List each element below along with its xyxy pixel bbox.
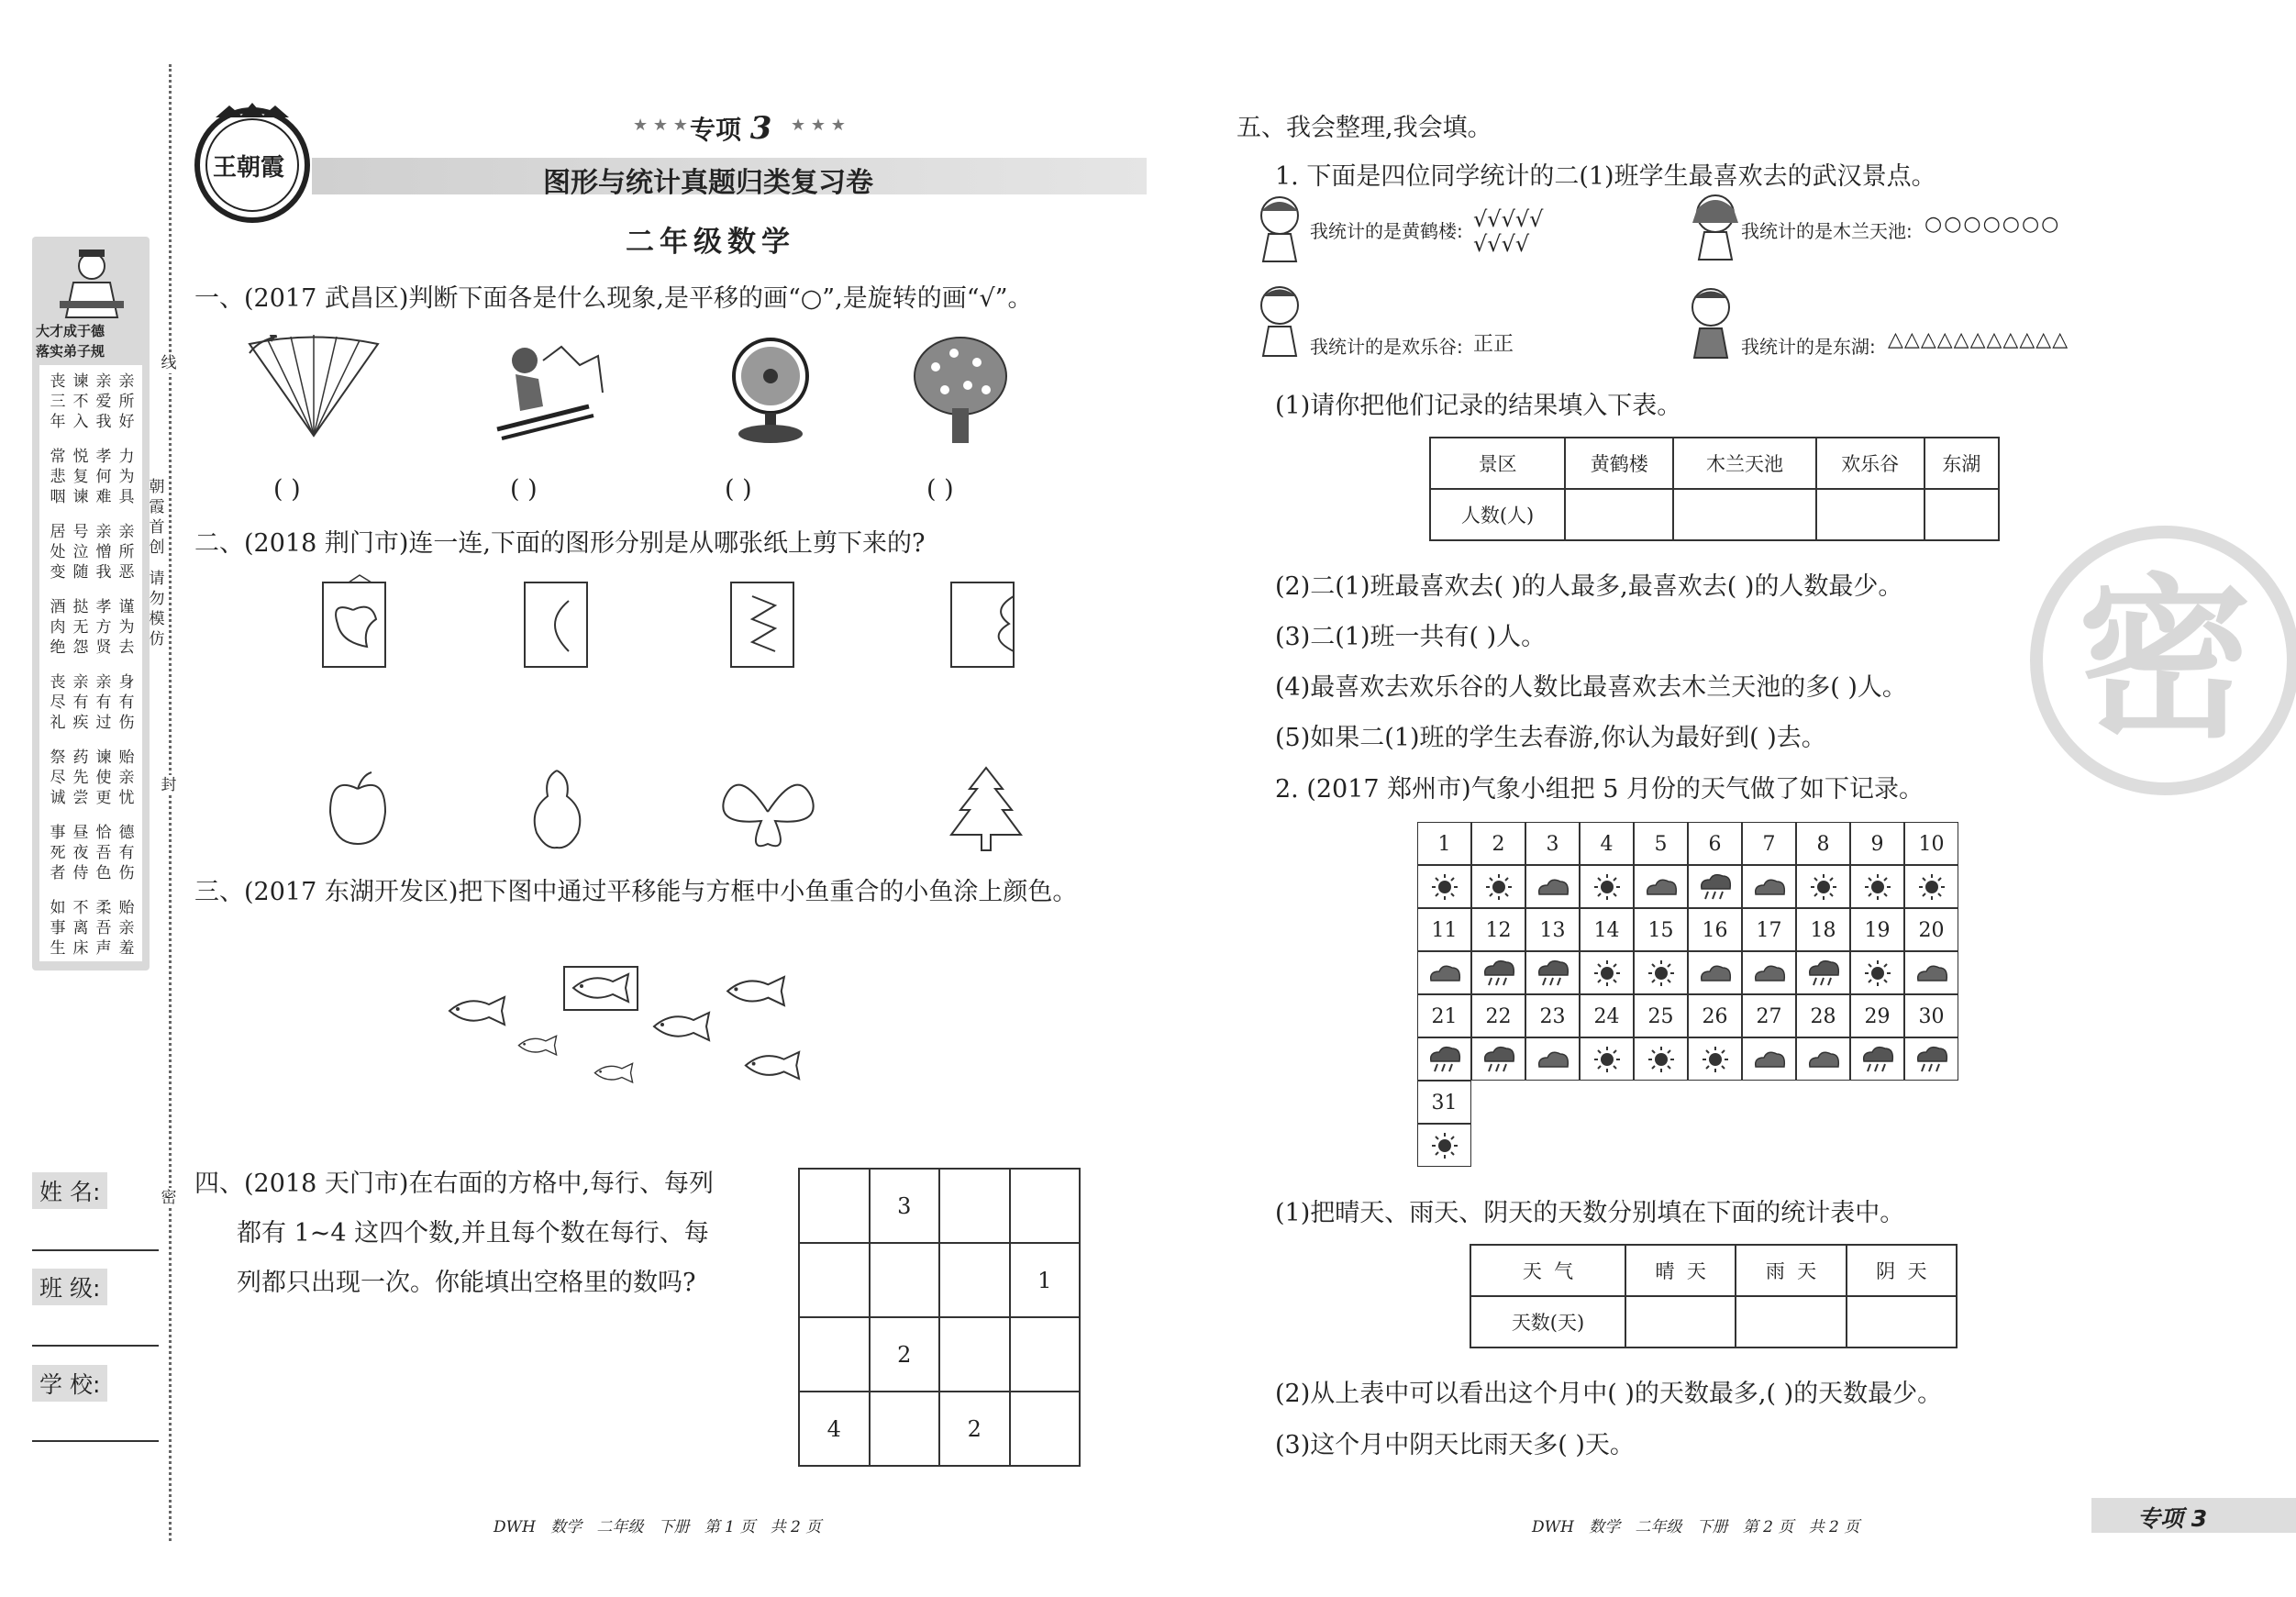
record-huanghelou-marks: √√√√√ <box>1473 206 1544 232</box>
paper-moon-cut[interactable] <box>523 573 592 670</box>
verse-column: 谏不入 <box>72 372 89 431</box>
day-number-cell: 31 <box>1417 1081 1471 1124</box>
secret-stamp-char: 密 <box>2078 559 2253 761</box>
sun-icon <box>1643 959 1680 988</box>
weather-table-header: 阴 天 <box>1847 1245 1957 1296</box>
weather-cell <box>1904 951 1958 994</box>
cloud-icon <box>1751 1045 1788 1074</box>
cloud-icon <box>1913 959 1950 988</box>
day-number-cell: 23 <box>1525 994 1580 1037</box>
weather-cell <box>1688 1037 1742 1081</box>
day-number-cell: 12 <box>1471 908 1525 951</box>
verse-column: 号泣随 <box>72 523 89 582</box>
day-number-cell: 5 <box>1634 822 1688 865</box>
day-number-cell: 6 <box>1688 822 1742 865</box>
weather-cell <box>1688 951 1742 994</box>
weather-cell <box>1417 1124 1471 1167</box>
weather-cell <box>1850 1037 1904 1081</box>
paper-heart-cut[interactable] <box>321 573 390 670</box>
scenic-header: 景区 <box>1430 438 1565 489</box>
day-number-cell: 4 <box>1580 822 1634 865</box>
verse-column: 居处变 <box>50 523 66 582</box>
verse-column: 孝方贤 <box>95 598 112 657</box>
weather-cell <box>1634 951 1688 994</box>
gourd-shape[interactable] <box>527 769 587 849</box>
weather-table-row-label: 天数(天) <box>1470 1296 1625 1347</box>
verse-column: 祭尽诚 <box>50 749 66 807</box>
weather-count-cell[interactable] <box>1736 1296 1846 1347</box>
grid-cell[interactable] <box>799 1169 870 1243</box>
day-number-cell: 14 <box>1580 908 1634 951</box>
number-grid <box>798 1168 1081 1467</box>
weather-cell <box>1634 1037 1688 1081</box>
weather-cell <box>1850 865 1904 908</box>
weather-cell <box>1417 1037 1471 1081</box>
verse-column: 亲有疾 <box>72 673 89 732</box>
verse-column: 事死者 <box>50 824 66 882</box>
weather-cell <box>1796 865 1850 908</box>
brand-note-2: 请勿模仿 <box>149 570 165 649</box>
q2-intro: 2. (2017 郑州市)气象小组把 5 月份的天气做了如下记录。 <box>1275 775 1924 804</box>
grid-cell[interactable] <box>1010 1169 1081 1243</box>
grid-cell: 4 <box>799 1392 870 1466</box>
day-number-cell: 25 <box>1634 994 1688 1037</box>
cloud-icon <box>1751 959 1788 988</box>
q2-sub2: (2)从上表中可以看出这个月中( )的天数最多,( )的天数最少。 <box>1275 1380 1943 1408</box>
record-donghu-marks: △△△△△△△△△△△ <box>1888 328 2069 351</box>
target-fish-boxed <box>569 972 633 1004</box>
stars-left: ★ ★ ★ <box>633 116 688 135</box>
verse-column: 贻亲羞 <box>118 899 135 958</box>
boy-avatar-2 <box>1683 284 1738 358</box>
verse-column: 药先尝 <box>72 749 89 807</box>
cloud-icon <box>1535 872 1571 902</box>
day-number-cell: 18 <box>1796 908 1850 951</box>
scenic-table <box>1429 437 2000 541</box>
weather-cell <box>1580 865 1634 908</box>
rain-icon <box>1481 959 1517 988</box>
page-subtitle: 二年级数学 <box>626 226 795 259</box>
scenic-header: 木兰天池 <box>1673 438 1815 489</box>
q1-sub2: (2)二(1)班最喜欢去( )的人最多,最喜欢去( )的人数最少。 <box>1275 572 1903 601</box>
grid-cell[interactable] <box>1010 1317 1081 1392</box>
grid-cell[interactable] <box>939 1169 1010 1243</box>
series-number: 3 <box>749 110 772 147</box>
grid-cell: 1 <box>1010 1243 1081 1317</box>
fish[interactable] <box>723 975 789 1008</box>
verse-column: 如事生 <box>50 899 66 958</box>
section1-text: 一、(2017 武昌区)判断下面各是什么现象,是平移的画“○”,是旋转的画“√”。 <box>194 284 1033 313</box>
cloud-icon <box>1535 1045 1571 1074</box>
record-huanlegu-marks: 正正 <box>1473 333 1514 356</box>
grid-cell[interactable] <box>939 1243 1010 1317</box>
scenic-count-cell[interactable] <box>1816 489 1924 540</box>
scholar-icon <box>55 246 128 319</box>
day-number-cell: 10 <box>1904 822 1958 865</box>
sun-icon <box>1913 872 1950 902</box>
boy-avatar-1 <box>1252 283 1307 356</box>
sun-icon <box>1589 872 1625 902</box>
fish[interactable] <box>649 1011 714 1043</box>
day-number-cell: 17 <box>1742 908 1796 951</box>
q2-sub1: (1)把晴天、雨天、阴天的天数分别填在下面的统计表中。 <box>1275 1199 1905 1227</box>
apple-tree-figure <box>913 335 1009 445</box>
scenic-count-cell[interactable] <box>1673 489 1815 540</box>
rain-icon <box>1913 1045 1950 1074</box>
q1-sub5: (5)如果二(1)班的学生去春游,你认为最好到( )去。 <box>1275 724 1826 752</box>
stars-right: ★ ★ ★ <box>791 116 846 135</box>
weather-table-header: 晴 天 <box>1625 1245 1736 1296</box>
scenic-count-cell[interactable] <box>1924 489 1999 540</box>
footer-tag: 专项 3 <box>2137 1505 2208 1532</box>
weather-cell <box>1525 951 1580 994</box>
weather-cell <box>1634 865 1688 908</box>
day-number-cell: 3 <box>1525 822 1580 865</box>
grid-cell[interactable] <box>1010 1392 1081 1466</box>
scenic-row-label: 人数(人) <box>1430 489 1565 540</box>
girl-avatar-1 <box>1252 193 1307 261</box>
verse-column: 身有伤 <box>118 673 135 732</box>
day-number-cell: 8 <box>1796 822 1850 865</box>
weather-cell <box>1525 865 1580 908</box>
sun-icon <box>1589 959 1625 988</box>
record-mulan-label: 我统计的是木兰天池: <box>1741 220 1913 242</box>
weather-cell <box>1471 1037 1525 1081</box>
record-donghu-label: 我统计的是东湖: <box>1741 336 1876 358</box>
logo-text: 王朝霞 <box>213 154 285 182</box>
name-field-label: 姓 名: <box>32 1172 107 1209</box>
sun-icon <box>1643 1045 1680 1074</box>
day-number-cell: 26 <box>1688 994 1742 1037</box>
sun-icon <box>1426 1131 1463 1160</box>
day-number-cell: 1 <box>1417 822 1471 865</box>
cloud-icon <box>1643 872 1680 902</box>
sun-icon <box>1697 1045 1734 1074</box>
verse-column: 谨为去 <box>118 598 135 657</box>
school-field-label: 学 校: <box>32 1365 107 1402</box>
record-huanlegu-label: 我统计的是欢乐谷: <box>1310 336 1463 358</box>
verse-column: 挞无怨 <box>72 598 89 657</box>
day-number-cell: 22 <box>1471 994 1525 1037</box>
verse-column: 亲有过 <box>95 673 112 732</box>
cut-mark-1: 线 <box>159 353 179 373</box>
name-field-line[interactable] <box>32 1249 159 1251</box>
weather-cell <box>1850 951 1904 994</box>
clover-shape[interactable] <box>720 771 816 848</box>
verse-column: 贻亲忧 <box>118 749 135 807</box>
q1-intro: 1. 下面是四位同学统计的二(1)班学生最喜欢去的武汉景点。 <box>1275 162 1936 191</box>
scenic-header: 黄鹤楼 <box>1565 438 1673 489</box>
sun-icon <box>1859 959 1896 988</box>
grid-cell[interactable] <box>799 1243 870 1317</box>
cloud-icon <box>1426 959 1463 988</box>
q1-sub4: (4)最喜欢去欢乐谷的人数比最喜欢去木兰天池的多( )人。 <box>1275 673 1907 702</box>
record-mulan-marks: ○○○○○○○ <box>1924 213 2061 236</box>
fan-rotation-figure <box>240 335 387 440</box>
weather-cell <box>1742 951 1796 994</box>
cut-line <box>169 64 172 1541</box>
grid-cell: 3 <box>870 1169 940 1243</box>
rain-icon <box>1805 959 1842 988</box>
series-label: 专项 3 <box>690 110 772 147</box>
verse-column: 丧三年 <box>50 372 66 431</box>
scenic-count-cell[interactable] <box>1565 489 1673 540</box>
weather-cell <box>1580 951 1634 994</box>
skier-figure <box>488 338 603 443</box>
verse-column: 不离床 <box>72 899 89 958</box>
day-number-cell: 21 <box>1417 994 1471 1037</box>
brand-note-1: 朝霞首创 <box>149 478 165 557</box>
weather-cell <box>1796 1037 1850 1081</box>
weather-cell <box>1471 865 1525 908</box>
cut-mark-2: 封 <box>159 775 179 795</box>
pine-tree-shape[interactable] <box>949 766 1023 853</box>
weather-cell <box>1471 951 1525 994</box>
rain-icon <box>1859 1045 1896 1074</box>
footer-left: DWH 数学 二年级 下册 第 1 页 共 2 页 <box>494 1518 822 1536</box>
weather-cell <box>1904 865 1958 908</box>
weather-cell <box>1796 951 1850 994</box>
section5-title: 五、我会整理,我会填。 <box>1237 114 1492 142</box>
verse-column: 亲所恶 <box>118 523 135 582</box>
apple-shape[interactable] <box>326 771 390 848</box>
section2-text: 二、(2018 荆门市)连一连,下面的图形分别是从哪张纸上剪下来的? <box>194 529 926 558</box>
verse-column: 德有伤 <box>118 824 135 882</box>
fish[interactable] <box>741 1050 804 1081</box>
section4-line3: 列都只出现一次。你能填出空格里的数吗? <box>237 1269 696 1297</box>
weather-table-header: 雨 天 <box>1736 1245 1846 1296</box>
verse-column: 柔吾声 <box>95 899 112 958</box>
section3-text: 三、(2017 东湖开发区)把下图中通过平移能与方框中小鱼重合的小鱼涂上颜色。 <box>194 878 1078 906</box>
verse-column: 亲爱我 <box>95 372 112 431</box>
sun-icon <box>1859 872 1896 902</box>
day-number-cell: 15 <box>1634 908 1688 951</box>
electric-fan-figure <box>725 335 816 445</box>
rain-icon <box>1481 1045 1517 1074</box>
day-number-cell: 30 <box>1904 994 1958 1037</box>
verse-column: 亲憎我 <box>95 523 112 582</box>
sun-icon <box>1589 1045 1625 1074</box>
day-number-cell: 7 <box>1742 822 1796 865</box>
sun-icon <box>1805 872 1842 902</box>
section4-line2: 都有 1~4 这四个数,并且每个数在每行、每 <box>237 1219 709 1248</box>
answer-blank-1[interactable]: ( ) <box>273 475 301 504</box>
grid-cell: 2 <box>870 1317 940 1392</box>
class-field-line[interactable] <box>32 1345 159 1347</box>
verse-column: 谏使更 <box>95 749 112 807</box>
verse-column: 丧尽礼 <box>50 673 66 732</box>
verse-column: 孝何难 <box>95 448 112 506</box>
weather-cell <box>1580 1037 1634 1081</box>
sun-icon <box>1426 872 1463 902</box>
paper-zigzag-cut[interactable] <box>729 573 798 670</box>
q1-sub1: (1)请你把他们记录的结果填入下表。 <box>1275 392 1682 420</box>
section4-line1: 四、(2018 天门市)在右面的方格中,每行、每列 <box>194 1170 714 1198</box>
day-number-cell: 9 <box>1850 822 1904 865</box>
scenic-header: 欢乐谷 <box>1816 438 1924 489</box>
answer-blank-3[interactable]: ( ) <box>725 475 752 504</box>
school-field-line[interactable] <box>32 1440 159 1442</box>
sun-icon <box>1481 872 1517 902</box>
weather-count-cell[interactable] <box>1625 1296 1736 1347</box>
q2-sub3: (3)这个月中阴天比雨天多( )天。 <box>1275 1431 1635 1459</box>
verse-column: 力为具 <box>118 448 135 506</box>
verse-column: 悦复谏 <box>72 448 89 506</box>
day-number-cell: 29 <box>1850 994 1904 1037</box>
rain-icon <box>1535 959 1571 988</box>
weather-cell <box>1742 865 1796 908</box>
day-number-cell: 11 <box>1417 908 1471 951</box>
rain-icon <box>1697 872 1734 902</box>
grid-cell: 2 <box>939 1392 1010 1466</box>
answer-blank-2[interactable]: ( ) <box>510 475 538 504</box>
rain-icon <box>1426 1045 1463 1074</box>
verse-column: 酒肉绝 <box>50 598 66 657</box>
weather-count-cell[interactable] <box>1847 1296 1957 1347</box>
weather-cell <box>1525 1037 1580 1081</box>
record-huanghelou-marks2: √√√√ <box>1473 231 1530 257</box>
weather-table-header: 天 气 <box>1470 1245 1625 1296</box>
day-number-cell: 13 <box>1525 908 1580 951</box>
grid-cell[interactable] <box>870 1243 940 1317</box>
weather-count-table <box>1470 1244 1958 1348</box>
grid-cell[interactable] <box>799 1317 870 1392</box>
grid-cell[interactable] <box>939 1317 1010 1392</box>
weather-cell <box>1417 951 1471 994</box>
answer-blank-4[interactable]: ( ) <box>926 475 954 504</box>
weather-cell <box>1688 865 1742 908</box>
weather-cell <box>1417 865 1471 908</box>
cloud-icon <box>1805 1045 1842 1074</box>
fish[interactable] <box>592 1062 636 1084</box>
class-field-label: 班 级: <box>32 1269 107 1305</box>
cloud-icon <box>1751 872 1788 902</box>
girl-avatar-2 <box>1688 191 1743 260</box>
grid-cell[interactable] <box>870 1392 940 1466</box>
verse-column: 恰吾色 <box>95 824 112 882</box>
fish[interactable] <box>516 1035 560 1057</box>
footer-right: DWH 数学 二年级 下册 第 2 页 共 2 页 <box>1532 1518 1860 1536</box>
motto-1: 大才成于德 <box>36 323 105 339</box>
verse-column: 亲所好 <box>118 372 135 431</box>
day-number-cell: 24 <box>1580 994 1634 1037</box>
verse-column: 常悲咽 <box>50 448 66 506</box>
cut-mark-3: 密 <box>159 1188 179 1208</box>
paper-wave-cut[interactable] <box>949 573 1018 670</box>
day-number-cell: 20 <box>1904 908 1958 951</box>
fish[interactable] <box>445 995 509 1027</box>
day-number-cell: 16 <box>1688 908 1742 951</box>
day-number-cell: 19 <box>1850 908 1904 951</box>
scenic-header: 东湖 <box>1924 438 1999 489</box>
cloud-icon <box>1697 959 1734 988</box>
day-number-cell: 27 <box>1742 994 1796 1037</box>
day-number-cell: 2 <box>1471 822 1525 865</box>
record-huanghelou-label: 我统计的是黄鹤楼: <box>1310 220 1463 242</box>
page-title: 图形与统计真题归类复习卷 <box>543 167 873 199</box>
weather-cell <box>1742 1037 1796 1081</box>
verse-column: 昼夜侍 <box>72 824 89 882</box>
day-number-cell: 28 <box>1796 994 1850 1037</box>
weather-cell <box>1904 1037 1958 1081</box>
q1-sub3: (3)二(1)班一共有( )人。 <box>1275 623 1547 651</box>
motto-2: 落实弟子规 <box>36 343 105 360</box>
